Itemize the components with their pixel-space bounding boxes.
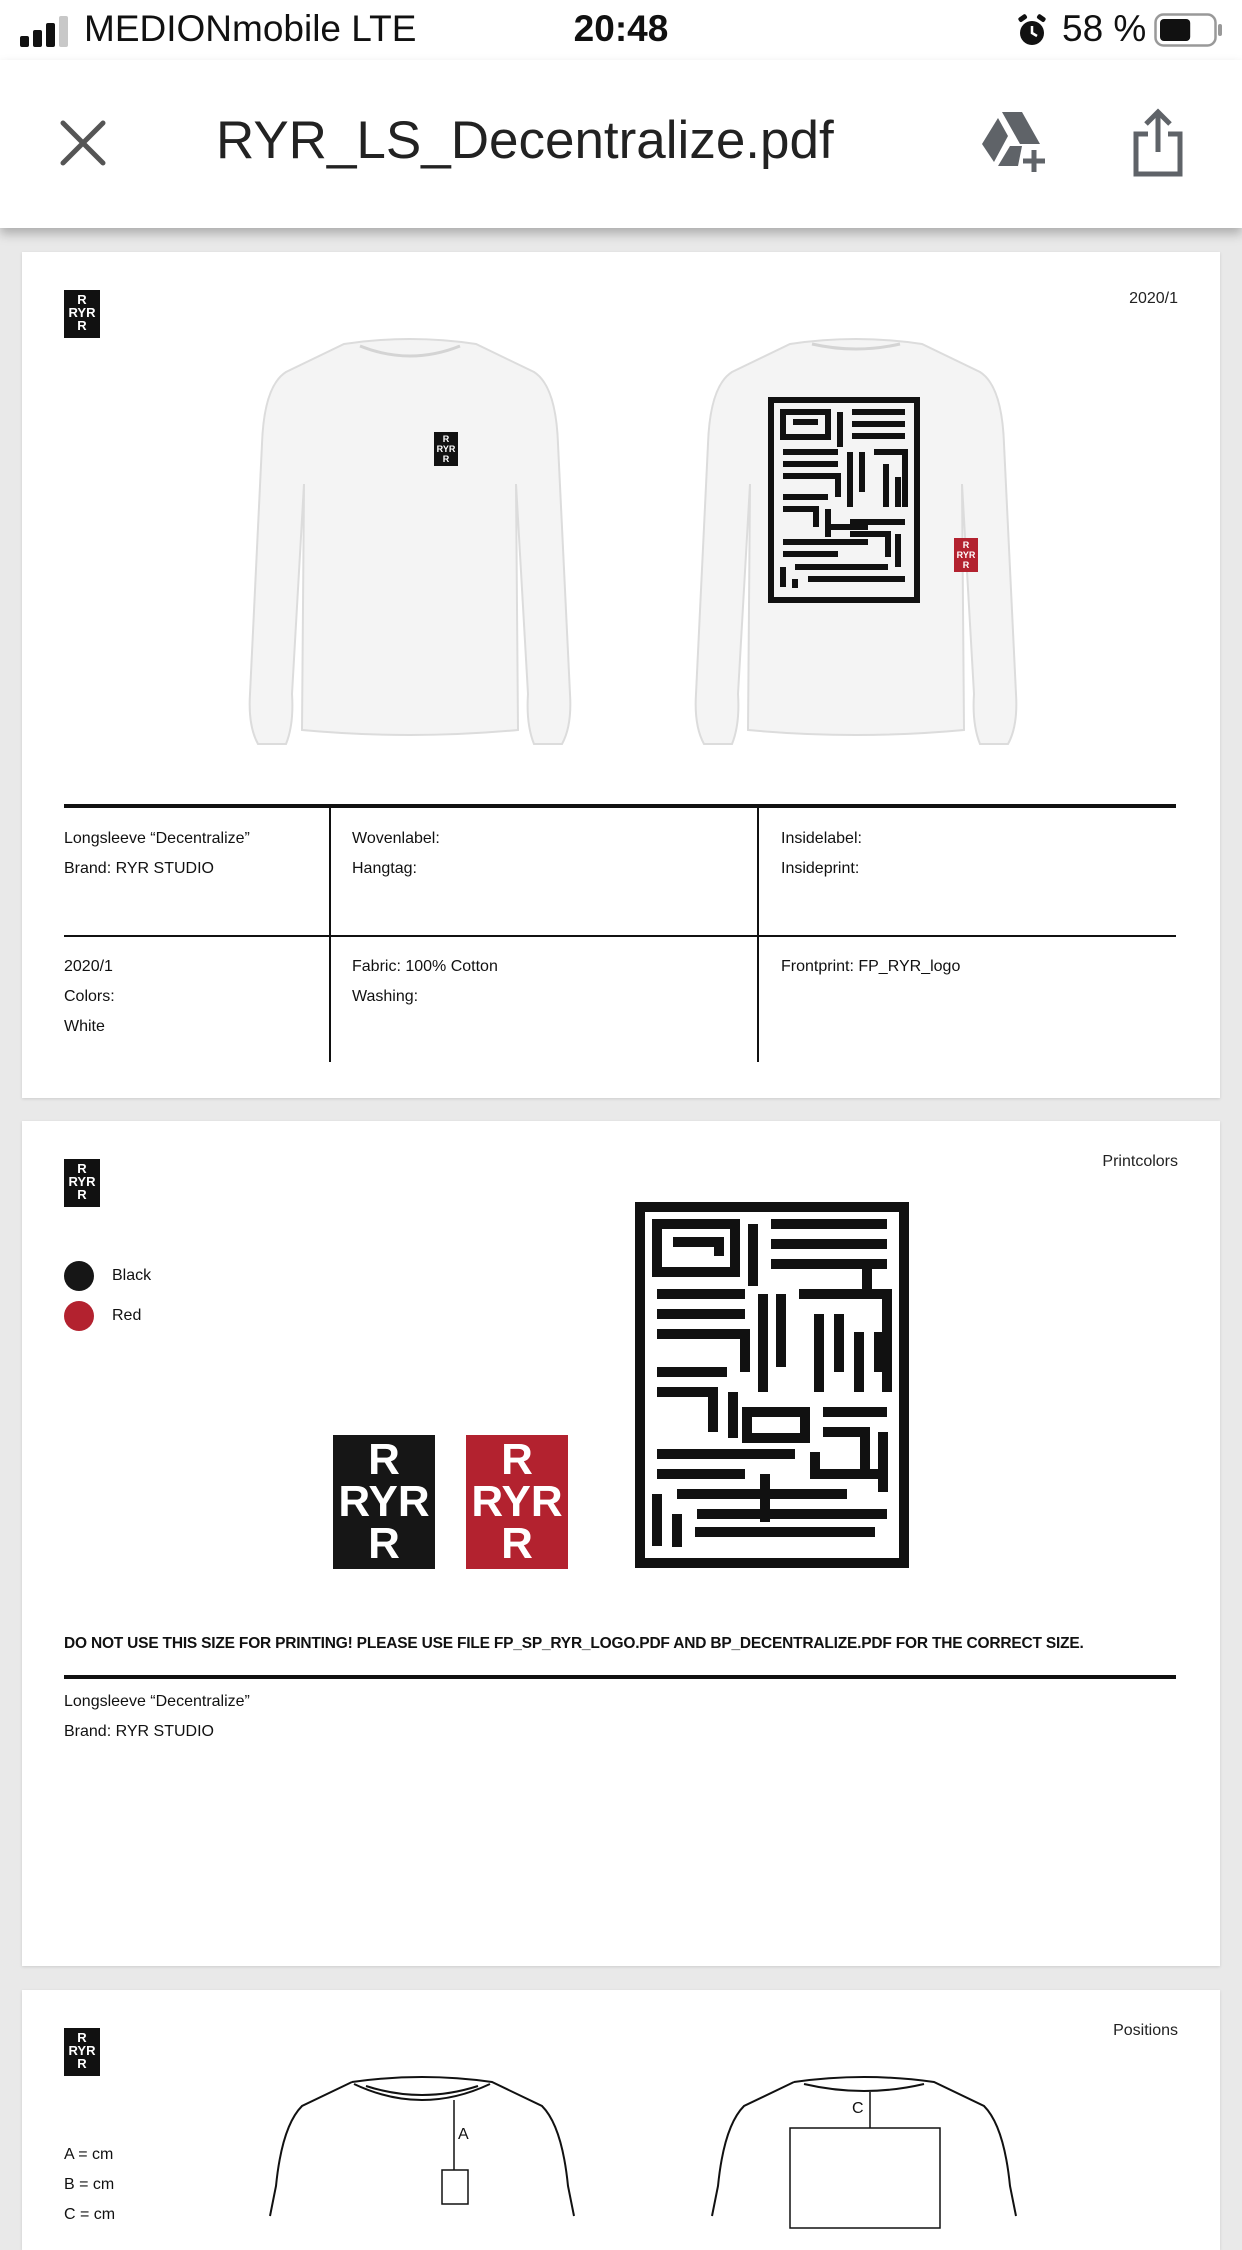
ryr-logo: R RYR R <box>64 2028 100 2076</box>
page2-rule <box>64 1675 1176 1679</box>
pdf-viewer-toolbar <box>0 60 1242 228</box>
logo-print-black: R RYR R <box>333 1435 435 1569</box>
battery-percent: 58 % <box>1062 8 1147 49</box>
clock: 20:48 <box>573 8 669 49</box>
position-labels: A = cm B = cm C = cm <box>64 2146 116 2223</box>
spec-table-col-divider <box>329 808 331 1062</box>
battery-icon <box>1154 13 1224 47</box>
spec-cell-product: Longsleeve “Decentralize” Brand: RYR STUDIO <box>64 830 250 877</box>
maze-print <box>635 1202 909 1568</box>
print-size-warning: DO NOT USE THIS SIZE FOR PRINTING! PLEASE USE FILE FP_SP_RYR_LOGO.PDF AND BP_DECENTRALIZE.PDF FOR THE CORRECT SIZE. <box>64 1635 1084 1652</box>
alarm-icon <box>1015 14 1049 48</box>
ryr-logo: R RYR R <box>64 1159 100 1207</box>
front-logo-print: R RYR R <box>434 432 458 466</box>
spec-table-col-divider <box>757 808 759 1062</box>
marker-c: C <box>852 2100 864 2117</box>
spec-table-row-divider <box>64 935 1176 937</box>
spec-cell-fabric: Fabric: 100% Cotton Washing: <box>352 958 498 1005</box>
page-tag: Printcolors <box>1102 1153 1178 1170</box>
ryr-logo: R RYR R <box>64 290 100 338</box>
close-icon[interactable] <box>58 118 108 168</box>
pdf-page-1[interactable] <box>22 252 1220 1098</box>
color-label-black: Black <box>112 1267 152 1284</box>
document-title: RYR_LS_Decentralize.pdf <box>216 111 834 170</box>
carrier-label: MEDIONmobile LTE <box>84 8 417 49</box>
share-icon[interactable] <box>1130 108 1186 178</box>
page2-footer-info: Longsleeve “Decentralize” Brand: RYR STUDIO <box>64 1693 250 1740</box>
pdf-page-2[interactable] <box>22 1121 1220 1966</box>
shirt-back-sketch <box>704 2076 1024 2216</box>
logo-print-red: R RYR R <box>466 1435 568 1569</box>
spec-cell-season: 2020/1 Colors: White <box>64 958 115 1035</box>
color-swatch-black <box>64 1261 94 1291</box>
spec-cell-labels: Wovenlabel: Hangtag: <box>352 830 440 877</box>
shirt-front-sketch <box>262 2076 582 2216</box>
shirt-front-image <box>240 334 580 744</box>
page-tag: 2020/1 <box>1129 290 1178 307</box>
spec-table-top-rule <box>64 804 1176 808</box>
spec-cell-frontprint: Frontprint: FP_RYR_logo <box>781 958 961 975</box>
sleeve-logo-print: R RYR R <box>954 538 978 572</box>
color-label-red: Red <box>112 1307 142 1324</box>
color-swatch-red <box>64 1301 94 1331</box>
add-to-drive-icon[interactable] <box>978 110 1048 174</box>
maze-back-print <box>768 397 920 603</box>
pdf-page-3[interactable] <box>22 1990 1220 2250</box>
status-bar <box>0 0 1242 60</box>
page-tag: Positions <box>1113 2022 1178 2039</box>
marker-a: A <box>458 2126 469 2143</box>
spec-cell-inside: Insidelabel: Insideprint: <box>781 830 862 877</box>
